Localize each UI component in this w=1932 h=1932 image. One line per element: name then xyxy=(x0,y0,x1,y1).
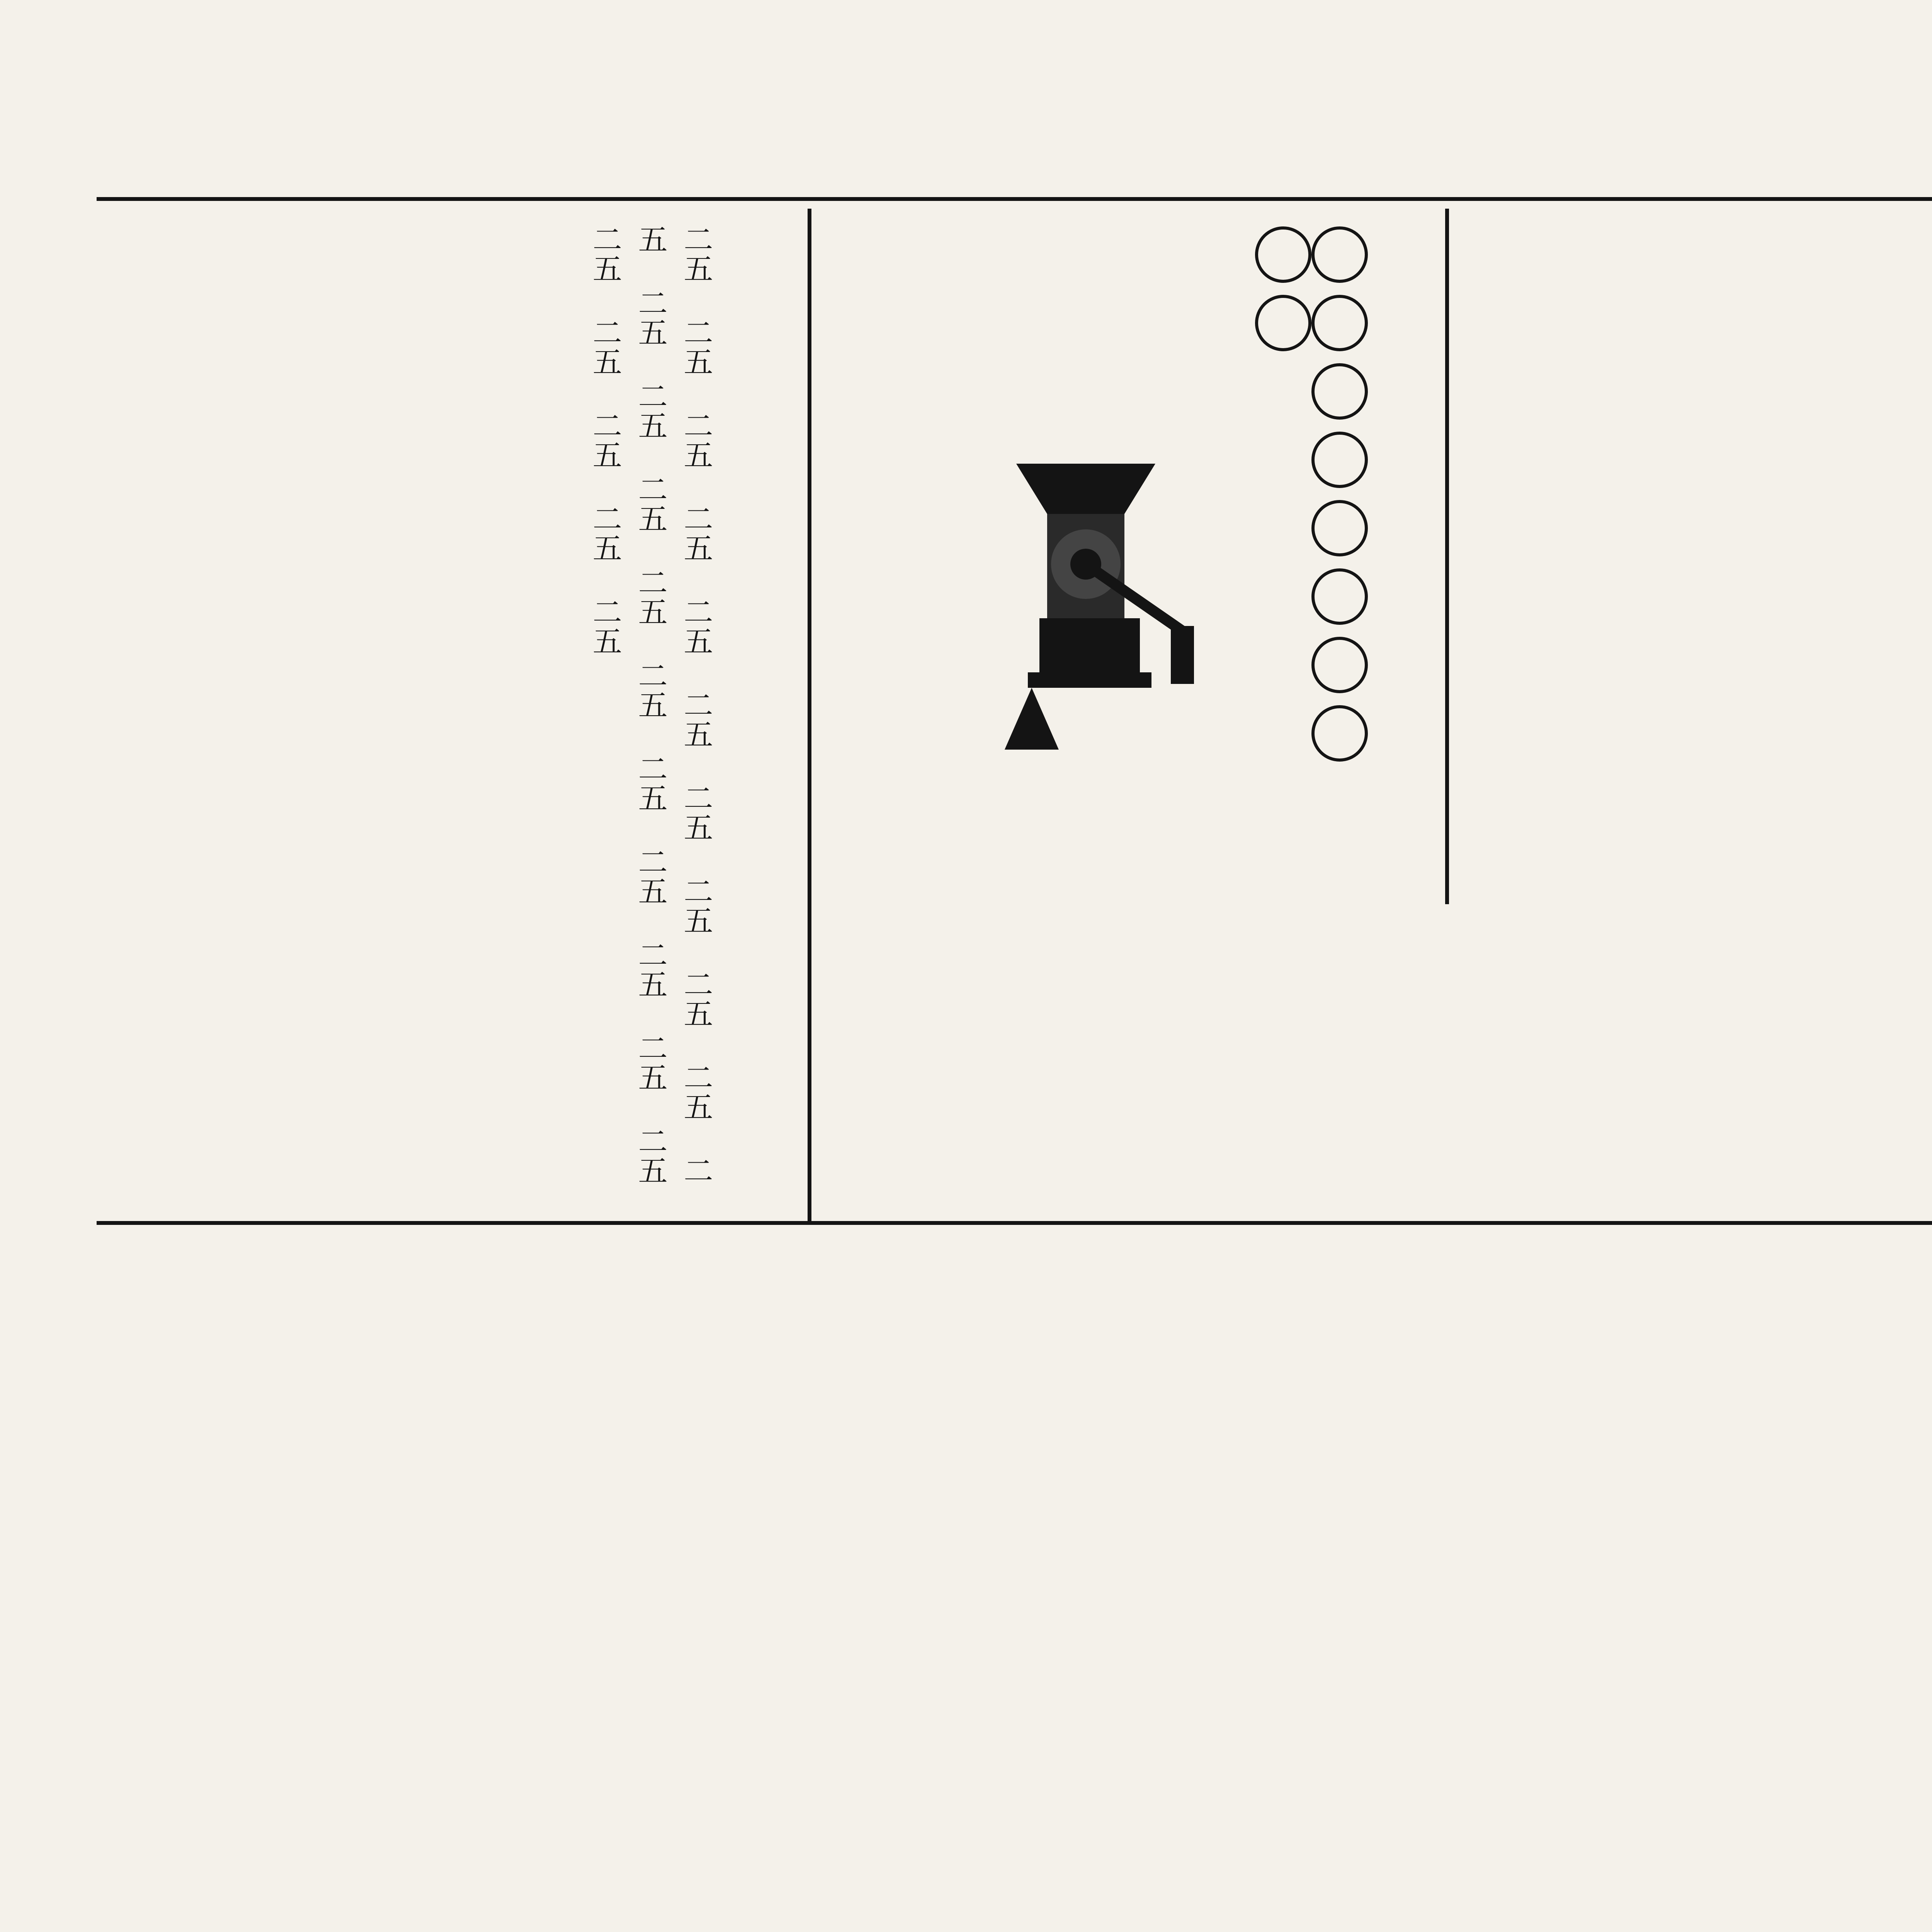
divider xyxy=(1445,209,1449,904)
grinder-illustration xyxy=(939,417,1209,765)
circle-char xyxy=(1311,637,1368,693)
donation-list xyxy=(97,209,811,1221)
story2-body xyxy=(1001,1236,1202,1932)
ming-wo-circles xyxy=(1255,224,1368,804)
donation-names: 二五 二五 二五 二五 二五 二五 二五 二五 二五 二五 二五 二五 二五 二五 二五 二五 二五 二五 二五 二五 二五 二五 二五 二五 二五 二五 xyxy=(588,224,713,1185)
circle-char xyxy=(1311,363,1368,420)
bookshop-address xyxy=(1376,209,1538,896)
section-rule xyxy=(97,1221,1932,1225)
circle-char xyxy=(1311,432,1368,488)
circle-char xyxy=(1311,295,1368,351)
circle-char xyxy=(1255,295,1311,351)
bookshop-body1 xyxy=(1553,213,1739,1159)
circle-char xyxy=(1255,226,1311,283)
story1-body xyxy=(1287,1236,1866,1932)
masthead-rule xyxy=(97,197,1932,201)
circle-char xyxy=(1311,705,1368,762)
guangdong-news xyxy=(97,1229,1932,1932)
circle-char xyxy=(1311,568,1368,625)
circle-char xyxy=(1311,226,1368,283)
ming-wo-welcome xyxy=(1090,1078,1236,1213)
ming-wo-ad xyxy=(811,209,1376,1221)
story3-body xyxy=(104,1236,908,1932)
masthead xyxy=(97,116,1932,197)
divider xyxy=(808,209,811,1221)
circle-char xyxy=(1311,500,1368,556)
